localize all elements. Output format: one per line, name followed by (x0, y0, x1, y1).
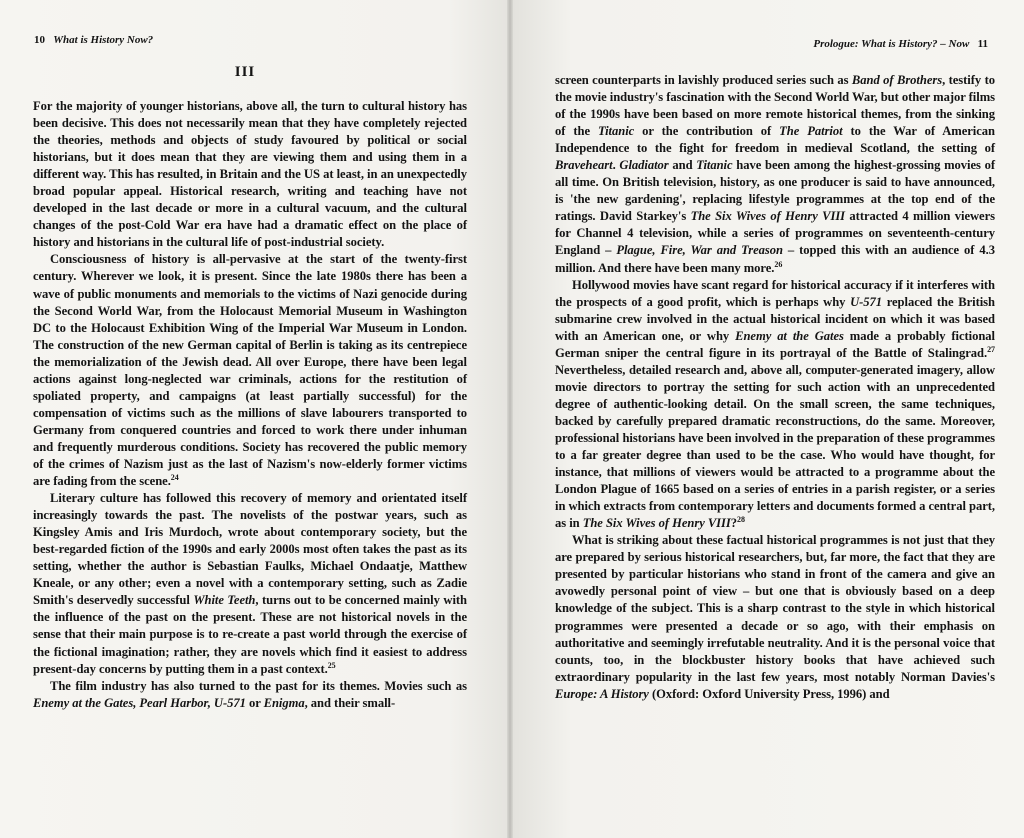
paragraph: Hollywood movies have scant regard for historical accuracy if it interferes with the prospects of a good profit, which is perhaps why U-571 replaced the British submarine crew involved in the actual historical incident on which it was based with an American one, or why Enemy at the Gates made a probably fictional German sniper the central figure in its portrayal of the Battle of Stalingrad.$^{27}$ Nevertheless, detailed research and, above all, computer-generated imagery, allow movie directors to portray the setting for such action with an unprecedented degree of authentic-looking detail. On the small screen, the same techniques, backed by carefully prepared dramatic reconstructions, do the same. Moreover, professional historians have been involved in the preparation of these programmes to a far greater degree than used to be the case. Who would have thought, for instance, that millions of viewers would be attracted to a programme about the London Plague of 1665 based on a series of entries in a parish register, or a series in which extracts from contemporary letters and documents formed a central part, as in The Six Wives of Henry VIII?$^{28}$ (555, 277, 996, 531)
right-page-number: 11 (977, 38, 988, 50)
paragraph: What is striking about these factual historical programmes is not just that they are prepared by serious historical researchers, but, far more, the fact that they are presented by particular historians who stand in front of the camera and give an avowedly personal point of view – but one that is obviously based on a deep knowledge of the subject. This is a sharp contrast to the style in which historical programmes were presented a decade or so ago, with their emphasis on authoritative and seemingly irrefutable neutrality. And it is the personal voice that counts, too, in the blockbuster history books that have achieved such extraordinary popularity in the last few years, most notably Norman Davies's Europe: A History (Oxford: Oxford University Press, 1996) and (555, 533, 995, 701)
left-body-text (33, 98, 467, 712)
footnote-ref: 27 (987, 344, 995, 354)
book-gutter (507, 0, 513, 838)
right-page (510, 0, 1024, 838)
right-body-text (555, 72, 995, 703)
paragraph: The film industry has also turned to the past for its themes. Movies such as Enemy at the Gates, Pearl Harbor, U-571 or Enigma, and their small- (33, 678, 467, 710)
paragraph: screen counterparts in lavishly produced series such as Band of Brothers, testify to the movie industry's fascination with the Second World War, but other major films of the 1990s have been based on more remote historical themes, from the sinking of the Titanic or the contribution of The Patriot to the War of American Independence to the fight for freedom in medieval Scotland, the setting of Braveheart. Gladiator and Titanic have been among the highest-grossing movies of all time. On British television, history, as one producer is said to have announced, is 'the new gardening', replacing lifestyle programmes at the top end of the ratings. David Starkey's The Six Wives of Henry VIII attracted 4 million viewers for Channel 4 television, while a series of programmes on seventeenth-century England – Plague, Fire, War and Treason – topped this with an audience of 4.3 million. And there have been many more.$^{26}$ (555, 73, 996, 275)
right-running-head (813, 38, 988, 50)
right-running-title: Prologue: What is History? – Now (813, 38, 970, 50)
left-running-title: What is History Now? (53, 34, 154, 46)
left-page-number: 10 (34, 34, 45, 46)
paragraph: Consciousness of history is all-pervasive at the start of the twenty-first century. Wherever we look, it is present. Since the late 1980s there has been a wave of public monuments and memorials to the victims of Nazi genocide during the Second World War, from the Holocaust Memorial Museum in Washington DC to the Holocaust Exhibition Wing of the Imperial War Museum in London. The construction of the new German capital of Berlin is taking as its centrepiece the memorialization of the Jewish dead. All over Europe, there have been legal actions against long-neglected war criminals, actions for the restitution of spoliated property, and campaigns (at least partially successful) for the compensation of victims such as the millions of slave labourers transported to Germany from conquered countries and forced to work there under inhuman and frequently murderous conditions. Society has recovered the public memory of the crimes of Nazism just as the last of Nazism's now-elderly former victims are fading from the scene.$^{24}$ (33, 252, 467, 489)
footnote-ref: 24 (170, 472, 179, 482)
paragraph: For the majority of younger historians, above all, the turn to cultural history has been decisive. This does not necessarily mean that they have completely rejected the theories, methods and objects of study favoured by political or social historians, but it does mean that they are viewing them and using them in a different way. This has resulted, in Britain and the US at least, in an unexpectedly broad popular appeal. Historical research, writing and teaching have not developed in the last decade or more in a cultural vacuum, and the cultural changes of the post-Cold War era have had a dramatic effect on the place of history and historians in the cultural life of post-industrial society. (33, 99, 467, 250)
left-running-head (34, 34, 153, 46)
section-heading: III (234, 64, 256, 80)
footnote-ref: 26 (774, 259, 783, 269)
paragraph: Literary culture has followed this recovery of memory and orientated itself increasingly towards the past. The novelists of the postwar years, such as Kingsley Amis and Iris Murdoch, wrote about contemporary society, but the best-regarded fiction of the 1990s and early 2000s most often takes the past as its setting, whether the author is Sebastian Faulks, Michael Ondaatje, Matthew Kneale, or any other; even a novel with a contemporary setting, such as Zadie Smith's deservedly successful White Teeth, turns out to be concerned mainly with the influence of the past on the present. These are not historical novels in the sense that their main purpose is to re-create a past world through the exercise of the fictional imagination; rather, they are novels which find it easiest to address present-day concerns by putting them in a past context.$^{25}$ (33, 491, 467, 676)
left-page (0, 0, 510, 838)
footnote-ref: 25 (327, 660, 336, 670)
footnote-ref: 28 (737, 515, 745, 525)
